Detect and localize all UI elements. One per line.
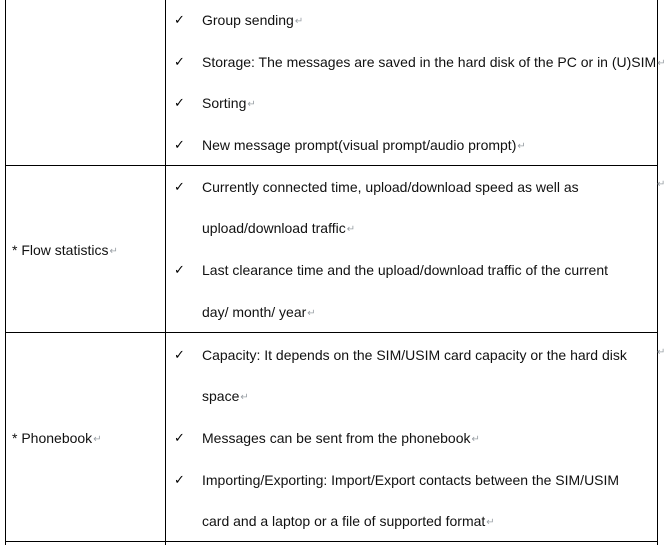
list-item-text: upload/download traffic↵ (202, 220, 356, 236)
table-right-border (657, 0, 658, 545)
list-item-text: Currently connected time, upload/download speed as well as (202, 179, 579, 195)
paragraph-mark-icon: ↵ (657, 58, 666, 69)
table-left-border (5, 0, 6, 545)
checkmark-icon: ✓ (174, 262, 185, 277)
checkmark-icon: ✓ (174, 54, 185, 69)
list-item-text: Group sending↵ (202, 12, 304, 28)
row-divider-2 (5, 332, 658, 333)
list-item-text: space↵ (202, 388, 249, 404)
paragraph-mark-icon: ↵ (93, 434, 102, 445)
list-item-text: day/ month/ year↵ (202, 304, 316, 320)
checkmark-icon: ✓ (174, 430, 185, 445)
checkmark-icon: ✓ (174, 12, 185, 27)
list-item-text: Storage: The messages are saved in the hard disk of the PC or in (U)SIM↵ (202, 54, 666, 70)
paragraph-mark-icon: ↵ (517, 141, 526, 152)
paragraph-mark-icon: ↵ (307, 308, 316, 319)
table-bottom-border (5, 541, 658, 542)
list-item-text: card and a laptop or a file of supported format↵ (202, 513, 495, 529)
checkmark-icon: ✓ (174, 95, 185, 110)
list-item-text: Capacity: It depends on the SIM/USIM card capacity or the hard disk (202, 347, 627, 363)
list-item-text: New message prompt(visual prompt/audio prompt)↵ (202, 137, 526, 153)
list-item-text: Importing/Exporting: Import/Export contacts between the SIM/USIM (202, 472, 620, 488)
paragraph-mark-icon: ↵ (294, 16, 304, 27)
paragraph-mark-icon: ↵ (346, 224, 356, 235)
list-item-text: Messages can be sent from the phonebook↵ (202, 430, 480, 446)
paragraph-mark-icon: ↵ (657, 179, 666, 190)
paragraph-mark-icon: ↵ (240, 392, 249, 403)
checkmark-icon: ✓ (174, 347, 185, 362)
checkmark-icon: ✓ (174, 472, 185, 487)
checkmark-icon: ✓ (174, 179, 185, 194)
paragraph-mark-icon: ↵ (471, 434, 480, 445)
table-column-divider (165, 0, 166, 545)
paragraph-mark-icon: ↵ (486, 517, 495, 528)
paragraph-mark-icon: ↵ (247, 99, 256, 110)
list-item-text: Last clearance time and the upload/download traffic of the current (202, 262, 608, 278)
paragraph-mark-icon: ↵ (109, 246, 118, 257)
row-label-phonebook: * Phonebook↵ (12, 430, 102, 446)
checkmark-icon: ✓ (174, 137, 185, 152)
list-item-text: Sorting↵ (202, 95, 256, 111)
paragraph-mark-icon: ↵ (657, 347, 666, 358)
row-divider-1 (5, 165, 658, 166)
row-label-flow-statistics: * Flow statistics↵ (12, 242, 118, 258)
